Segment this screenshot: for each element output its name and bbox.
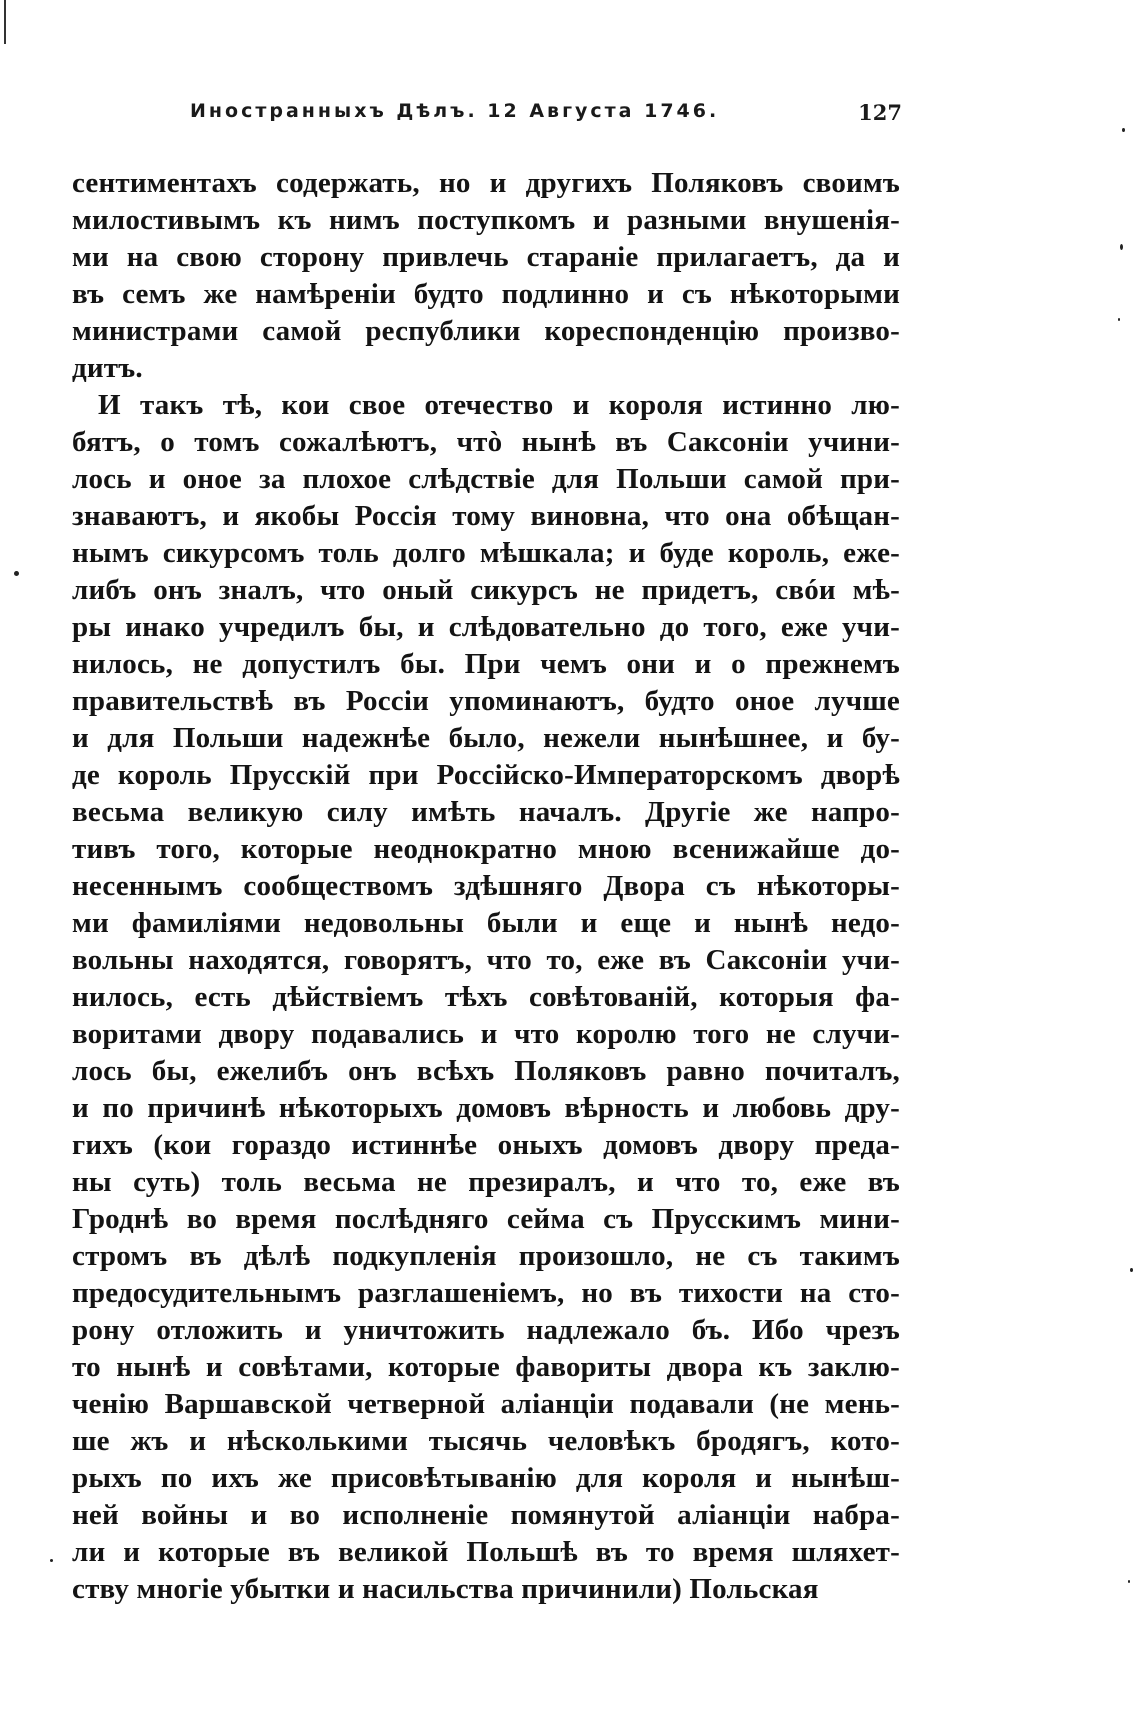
- scan-speck: [1118, 318, 1120, 321]
- text-line: весьма великую силу имѣть началъ. Другіе же напро-: [72, 796, 900, 828]
- text-line: лось бы, ежелибъ онъ всѣхъ Поляковъ равно почиталъ,: [72, 1055, 900, 1087]
- paragraph-2: [72, 387, 900, 1608]
- text-line: лось и оное за плохое слѣдствіе для Польши самой при-: [72, 463, 900, 495]
- text-line: ры инако учредилъ бы, и слѣдовательно до того, еже учи-: [72, 611, 900, 643]
- text-line: ченію Варшавской четверной аліанціи подавали (не мень-: [72, 1388, 900, 1420]
- scan-speck: [1130, 1268, 1133, 1272]
- text-line: ней войны и во исполненіе помянутой аліанціи набра-: [72, 1499, 900, 1531]
- scan-speck: [1128, 1580, 1130, 1583]
- scan-speck: [1120, 244, 1123, 250]
- page-header: [190, 100, 902, 136]
- text-line: въ семъ же намѣреніи будто подлинно и съ нѣкоторыми: [72, 278, 900, 310]
- text-line: гихъ (кои гораздо истиннѣе оныхъ домовъ двору преда-: [72, 1129, 900, 1161]
- text-line: предосудительнымъ разглашеніемъ, но въ тихости на сто-: [72, 1277, 900, 1309]
- text-line: рону отложить и уничтожить надлежало бъ. Ибо чрезъ: [72, 1314, 900, 1346]
- text-line: ны суть) толь весьма не презиралъ, и что то, еже въ: [72, 1166, 900, 1198]
- text-line: И такъ тѣ, кои свое отечество и короля истинно лю-: [98, 389, 900, 421]
- text-line: ли и которые въ великой Польшѣ въ то время шляхет-: [72, 1536, 900, 1568]
- text-line: ше жъ и нѣсколькими тысячь человѣкъ бродягъ, кото-: [72, 1425, 900, 1457]
- scan-speck: [50, 1559, 53, 1562]
- text-line: сентиментахъ содержать, но и другихъ Поляковъ своимъ: [72, 167, 900, 199]
- text-line: и по причинѣ нѣкоторыхъ домовъ вѣрность и любовь дру-: [72, 1092, 900, 1124]
- text-line: ми на свою сторону привлечь стараніе прилагаетъ, да и: [72, 241, 900, 273]
- page-number: 127: [858, 100, 902, 125]
- text-line: несеннымъ сообществомъ здѣшняго Двора съ нѣкоторы-: [72, 870, 900, 902]
- text-line: тивъ того, которые неоднократно мною всенижайше до-: [72, 833, 900, 865]
- paragraph-1: [72, 165, 900, 387]
- text-line: воритами двору подавались и что королю того не случи-: [72, 1018, 900, 1050]
- text-line: ми фамиліями недовольны были и еще и нынѣ недо-: [72, 907, 900, 939]
- body-text: [72, 165, 900, 1608]
- text-line: ству многіе убытки и насильства причинили) Польская: [72, 1573, 819, 1605]
- text-line: вольны находятся, говорятъ, что то, еже въ Саксоніи учи-: [72, 944, 900, 976]
- scan-speck: [1122, 128, 1125, 132]
- text-line: нымъ сикурсомъ толь долго мѣшкала; и буде король, еже-: [72, 537, 900, 569]
- text-line: нилось, не допустилъ бы. При чемъ они и о прежнемъ: [72, 648, 900, 680]
- text-line: милостивымъ къ нимъ поступкомъ и разными внушенія-: [72, 204, 900, 236]
- scan-speck: [14, 571, 19, 576]
- text-line: бятъ, о томъ сожалѣютъ, чтò нынѣ въ Саксоніи учини-: [72, 426, 900, 458]
- text-line: дитъ.: [72, 352, 143, 384]
- left-edge-mark: [4, 0, 6, 44]
- text-line: знаваютъ, и якобы Россія тому виновна, что она обѣщан-: [72, 500, 900, 532]
- text-line: правительствѣ въ Россіи упоминаютъ, будто оное лучше: [72, 685, 900, 717]
- text-line: рыхъ по ихъ же присовѣтыванію для короля и нынѣш-: [72, 1462, 900, 1494]
- text-line: де король Прусскій при Россійско-Императорскомъ дворѣ: [72, 759, 900, 791]
- text-line: Гроднѣ во время послѣдняго сейма съ Прусскимъ мини-: [72, 1203, 900, 1235]
- running-title: Иностранныхъ Дѣлъ. 12 Августа 1746.: [190, 100, 720, 122]
- text-line: то нынѣ и совѣтами, которые фавориты двора къ заклю-: [72, 1351, 900, 1383]
- text-line: стромъ въ дѣлѣ подкупленія произошло, не съ такимъ: [72, 1240, 900, 1272]
- text-line: министрами самой республики кореспонденцію произво-: [72, 315, 900, 347]
- text-line: нилось, есть дѣйствіемъ тѣхъ совѣтованій, которыя фа-: [72, 981, 900, 1013]
- text-line: и для Польши надежнѣе было, нежели нынѣшнее, и бу-: [72, 722, 900, 754]
- text-line: либъ онъ зналъ, что оный сикурсъ не придетъ, свóи мѣ-: [72, 574, 900, 606]
